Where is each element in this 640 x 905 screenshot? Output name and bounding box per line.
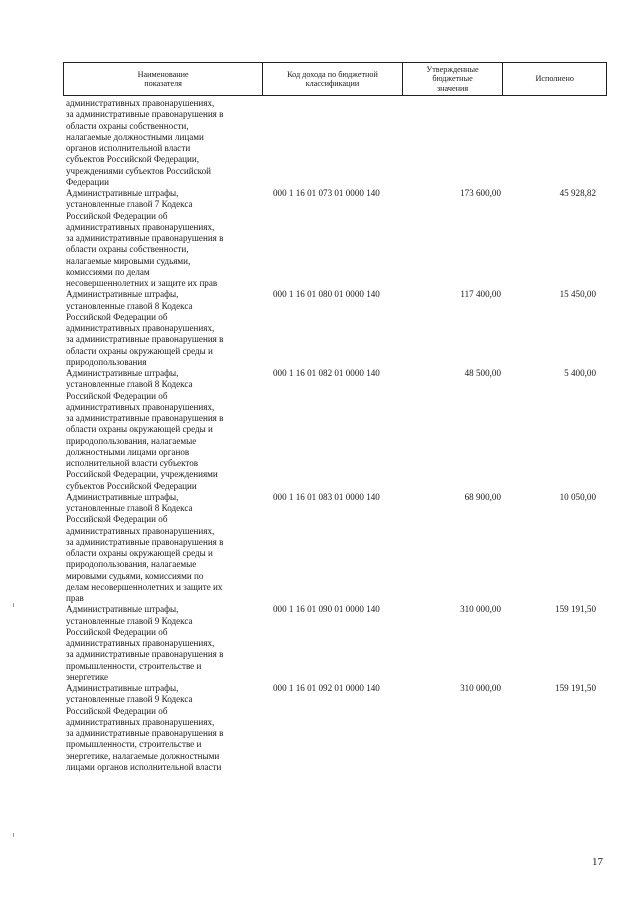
table-row — [66, 188, 606, 289]
row-name: Административные штрафы, установленные главой 8 Кодекса Российской Федерации об административных правонарушениях, за административные правонарушения в области охраны окружающей среды и природопользования — [66, 289, 224, 367]
row-executed: 159 191,50 — [555, 683, 596, 693]
header-code-column — [263, 63, 402, 95]
table-row — [66, 683, 606, 773]
scan-mark — [13, 603, 14, 607]
row-executed: 10 050,00 — [559, 491, 596, 502]
table-row — [66, 604, 606, 683]
row-code: 000 1 16 01 092 01 0000 140 — [273, 683, 380, 693]
table-row — [66, 492, 606, 605]
header-approved-column — [403, 63, 504, 95]
row-executed: 159 191,50 — [555, 604, 596, 615]
row-code: 000 1 16 01 082 01 0000 140 — [273, 368, 380, 378]
header-executed-column — [503, 63, 606, 95]
row-name: Административные штрафы, установленные главой 8 Кодекса Российской Федерации об административных правонарушениях, за административные правонарушения в области охраны окружающей среды и природопользования, налагаемые должностными лицами органов исполнительной власти субъектов Российской Федерации, учреждениями субъектов Российской Федерации — [66, 368, 224, 491]
header-approved-label: Утвержденные бюджетные значения — [426, 64, 479, 93]
row-executed: 5 400,00 — [564, 368, 596, 378]
row-approved: 310 000,00 — [460, 683, 501, 693]
table-row — [66, 368, 606, 492]
row-code: 000 1 16 01 090 01 0000 140 — [273, 604, 380, 615]
page-number: 17 — [592, 856, 603, 868]
row-executed: 15 450,00 — [559, 289, 596, 300]
row-approved: 117 400,00 — [460, 289, 501, 300]
header-code-label: Код дохода по бюджетной классификации — [287, 69, 378, 88]
scan-mark — [13, 833, 14, 837]
header-executed-label: Исполнено — [535, 74, 574, 84]
row-code: 000 1 16 01 073 01 0000 140 — [273, 188, 380, 198]
header-name-label: Наименование показателя — [137, 69, 189, 88]
table-header — [63, 62, 607, 96]
row-approved: 68 900,00 — [464, 491, 501, 502]
table-row — [66, 289, 606, 368]
row-approved: 48 500,00 — [464, 368, 501, 378]
continued-row-text: административных правонарушениях, за административные правонарушения в области охраны собственности, налагаемые должностными лицами органов исполнительной власти субъектов Российской Федерации, учреждениями субъектов Российской Федерации — [66, 98, 224, 187]
row-name: Административные штрафы, установленные главой 8 Кодекса Российской Федерации об административных правонарушениях, за административные правонарушения в области охраны окружающей среды и природопользования, налагаемые мировыми судьями, комиссиями по делам несовершеннолетних и защите их прав — [66, 491, 224, 603]
row-code: 000 1 16 01 080 01 0000 140 — [273, 289, 380, 300]
row-approved: 173 600,00 — [460, 188, 501, 198]
row-name: Административные штрафы, установленные главой 7 Кодекса Российской Федерации об административных правонарушениях, за административные правонарушения в области охраны собственности, налагаемые мировыми судьями, комиссиями по делам несовершеннолетних и защите их прав — [66, 188, 224, 288]
row-approved: 310 000,00 — [460, 604, 501, 615]
row-name: Административные штрафы, установленные главой 9 Кодекса Российской Федерации об административных правонарушениях, за административные правонарушения в промышленности, строительстве и энергетике, налагаемые должностными лицами органов исполнительной власти — [66, 683, 224, 772]
row-code: 000 1 16 01 083 01 0000 140 — [273, 491, 380, 502]
row-executed: 45 928,82 — [559, 188, 596, 198]
header-name-column — [64, 63, 263, 95]
table-body — [66, 98, 606, 773]
row-name: Административные штрафы, установленные главой 9 Кодекса Российской Федерации об административных правонарушениях, за административные правонарушения в промышленности, строительстве и энергетике — [66, 604, 224, 682]
